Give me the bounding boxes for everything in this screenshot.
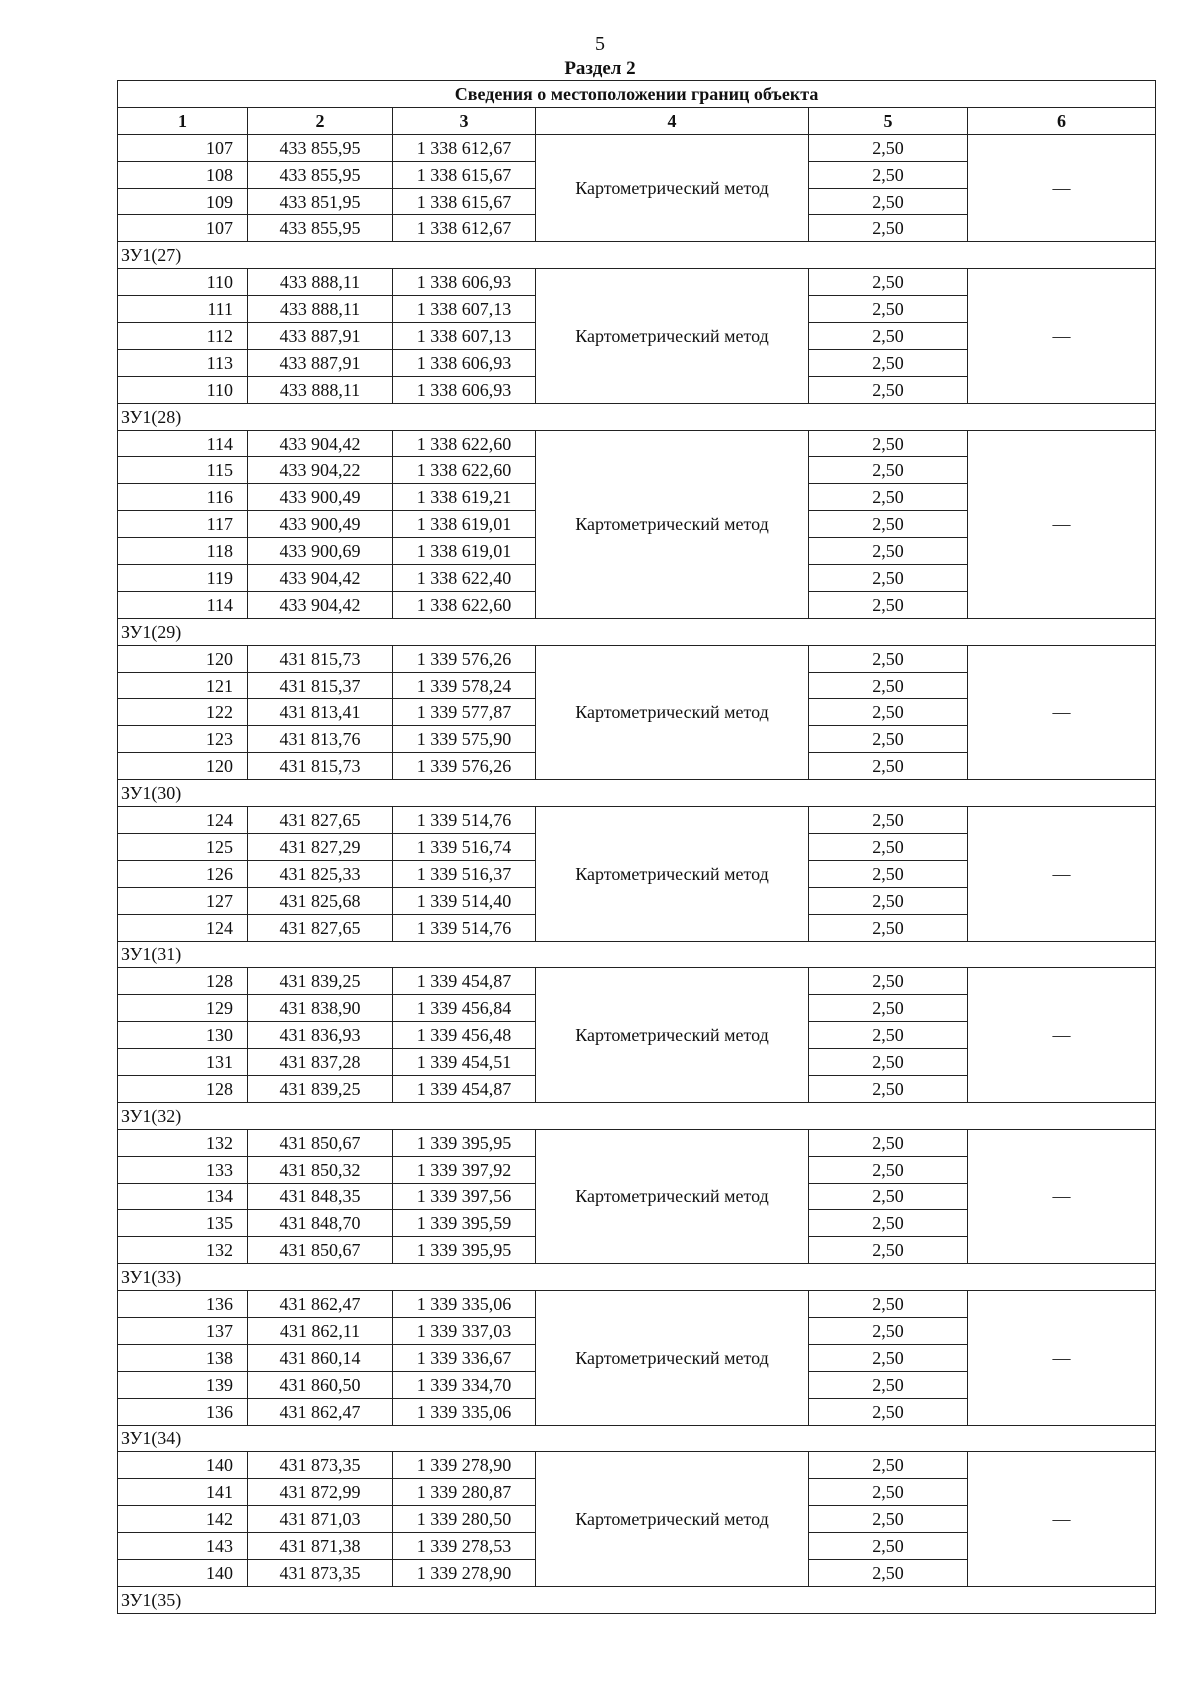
- coordinate-y: 1 339 576,26: [393, 753, 536, 780]
- coordinate-x: 431 837,28: [248, 1049, 393, 1076]
- point-number: 142: [118, 1506, 248, 1533]
- section-label: ЗУ1(30): [118, 780, 1156, 807]
- coordinate-y: 1 338 619,01: [393, 538, 536, 565]
- method-cell: Картометрический метод: [536, 1129, 809, 1263]
- point-number: 140: [118, 1559, 248, 1586]
- coordinate-y: 1 338 619,01: [393, 511, 536, 538]
- section-label: ЗУ1(34): [118, 1425, 1156, 1452]
- point-number: 117: [118, 511, 248, 538]
- coordinate-y: 1 338 622,40: [393, 565, 536, 592]
- column-number-6: 6: [968, 107, 1156, 134]
- point-number: 136: [118, 1291, 248, 1318]
- accuracy-value: 2,50: [809, 914, 968, 941]
- coordinate-x: 433 887,91: [248, 323, 393, 350]
- coordinate-y: 1 339 454,87: [393, 1075, 536, 1102]
- accuracy-value: 2,50: [809, 538, 968, 565]
- point-number: 122: [118, 699, 248, 726]
- point-number: 133: [118, 1156, 248, 1183]
- point-number: 126: [118, 860, 248, 887]
- coordinate-y: 1 338 606,93: [393, 349, 536, 376]
- coordinate-y: 1 339 335,06: [393, 1398, 536, 1425]
- accuracy-value: 2,50: [809, 1022, 968, 1049]
- coordinate-x: 431 848,35: [248, 1183, 393, 1210]
- point-number: 125: [118, 833, 248, 860]
- coordinate-y: 1 338 615,67: [393, 161, 536, 188]
- coordinate-y: 1 339 278,90: [393, 1452, 536, 1479]
- accuracy-value: 2,50: [809, 968, 968, 995]
- section-label: ЗУ1(27): [118, 242, 1156, 269]
- coordinate-x: 431 838,90: [248, 995, 393, 1022]
- accuracy-value: 2,50: [809, 1559, 968, 1586]
- point-number: 110: [118, 269, 248, 296]
- point-number: 124: [118, 807, 248, 834]
- accuracy-value: 2,50: [809, 484, 968, 511]
- point-number: 128: [118, 968, 248, 995]
- coordinate-y: 1 338 622,60: [393, 457, 536, 484]
- section-label: ЗУ1(28): [118, 403, 1156, 430]
- accuracy-value: 2,50: [809, 161, 968, 188]
- accuracy-value: 2,50: [809, 457, 968, 484]
- point-number: 109: [118, 188, 248, 215]
- section-label-row: [118, 1102, 1156, 1129]
- point-number: 110: [118, 376, 248, 403]
- accuracy-value: 2,50: [809, 753, 968, 780]
- boundary-table: [117, 80, 1156, 1614]
- accuracy-value: 2,50: [809, 1533, 968, 1560]
- section-label: ЗУ1(33): [118, 1264, 1156, 1291]
- column-number-2: 2: [248, 107, 393, 134]
- coordinate-x: 431 871,03: [248, 1506, 393, 1533]
- accuracy-value: 2,50: [809, 1049, 968, 1076]
- note-cell: —: [968, 807, 1156, 941]
- point-number: 123: [118, 726, 248, 753]
- coordinate-x: 431 850,67: [248, 1237, 393, 1264]
- coordinate-y: 1 338 622,60: [393, 430, 536, 457]
- section-label: ЗУ1(29): [118, 618, 1156, 645]
- point-number: 121: [118, 672, 248, 699]
- section-label-row: [118, 1586, 1156, 1613]
- coordinate-x: 433 851,95: [248, 188, 393, 215]
- point-number: 139: [118, 1371, 248, 1398]
- point-number: 128: [118, 1075, 248, 1102]
- coordinate-y: 1 338 607,13: [393, 323, 536, 350]
- table-row: [118, 1129, 1156, 1156]
- accuracy-value: 2,50: [809, 645, 968, 672]
- coordinate-x: 431 827,65: [248, 807, 393, 834]
- coordinate-y: 1 338 622,60: [393, 591, 536, 618]
- method-cell: Картометрический метод: [536, 430, 809, 618]
- point-number: 136: [118, 1398, 248, 1425]
- point-number: 118: [118, 538, 248, 565]
- method-cell: Картометрический метод: [536, 1452, 809, 1586]
- coordinate-y: 1 339 278,90: [393, 1559, 536, 1586]
- method-cell: Картометрический метод: [536, 645, 809, 779]
- coordinate-x: 433 900,69: [248, 538, 393, 565]
- note-cell: —: [968, 1129, 1156, 1263]
- coordinate-x: 431 813,41: [248, 699, 393, 726]
- point-number: 131: [118, 1049, 248, 1076]
- accuracy-value: 2,50: [809, 1317, 968, 1344]
- method-cell: Картометрический метод: [536, 807, 809, 941]
- method-cell: Картометрический метод: [536, 968, 809, 1102]
- accuracy-value: 2,50: [809, 376, 968, 403]
- coordinate-y: 1 339 334,70: [393, 1371, 536, 1398]
- accuracy-value: 2,50: [809, 565, 968, 592]
- coordinate-x: 431 862,47: [248, 1398, 393, 1425]
- coordinate-y: 1 338 612,67: [393, 134, 536, 161]
- table-row: [118, 1452, 1156, 1479]
- coordinate-x: 433 904,22: [248, 457, 393, 484]
- accuracy-value: 2,50: [809, 188, 968, 215]
- coordinate-y: 1 339 335,06: [393, 1291, 536, 1318]
- coordinate-x: 431 827,65: [248, 914, 393, 941]
- coordinate-x: 431 836,93: [248, 1022, 393, 1049]
- note-cell: —: [968, 1291, 1156, 1425]
- coordinate-x: 431 873,35: [248, 1452, 393, 1479]
- section-label-row: [118, 1425, 1156, 1452]
- coordinate-x: 431 850,32: [248, 1156, 393, 1183]
- coordinate-y: 1 339 397,92: [393, 1156, 536, 1183]
- table-row: [118, 269, 1156, 296]
- accuracy-value: 2,50: [809, 1210, 968, 1237]
- table-row: [118, 807, 1156, 834]
- note-cell: —: [968, 430, 1156, 618]
- coordinate-x: 431 862,11: [248, 1317, 393, 1344]
- point-number: 143: [118, 1533, 248, 1560]
- coordinate-y: 1 339 278,53: [393, 1533, 536, 1560]
- coordinate-x: 431 839,25: [248, 1075, 393, 1102]
- coordinate-x: 431 813,76: [248, 726, 393, 753]
- coordinate-x: 431 827,29: [248, 833, 393, 860]
- point-number: 137: [118, 1317, 248, 1344]
- coordinate-y: 1 339 337,03: [393, 1317, 536, 1344]
- coordinate-x: 431 860,50: [248, 1371, 393, 1398]
- column-number-4: 4: [536, 107, 809, 134]
- accuracy-value: 2,50: [809, 430, 968, 457]
- point-number: 107: [118, 134, 248, 161]
- coordinate-x: 433 855,95: [248, 215, 393, 242]
- coordinate-x: 431 862,47: [248, 1291, 393, 1318]
- coordinate-x: 433 855,95: [248, 134, 393, 161]
- section-label: ЗУ1(31): [118, 941, 1156, 968]
- point-number: 112: [118, 323, 248, 350]
- accuracy-value: 2,50: [809, 1506, 968, 1533]
- coordinate-x: 431 839,25: [248, 968, 393, 995]
- coordinate-x: 433 904,42: [248, 430, 393, 457]
- table-row: [118, 430, 1156, 457]
- point-number: 115: [118, 457, 248, 484]
- accuracy-value: 2,50: [809, 1156, 968, 1183]
- note-cell: —: [968, 269, 1156, 403]
- table-caption: Сведения о местоположении границ объекта: [118, 81, 1156, 108]
- method-cell: Картометрический метод: [536, 1291, 809, 1425]
- coordinate-x: 433 888,11: [248, 296, 393, 323]
- accuracy-value: 2,50: [809, 349, 968, 376]
- coordinate-y: 1 339 456,84: [393, 995, 536, 1022]
- point-number: 130: [118, 1022, 248, 1049]
- coordinate-x: 433 900,49: [248, 484, 393, 511]
- coordinate-x: 431 871,38: [248, 1533, 393, 1560]
- note-cell: —: [968, 1452, 1156, 1586]
- coordinate-x: 433 855,95: [248, 161, 393, 188]
- note-cell: —: [968, 645, 1156, 779]
- coordinate-y: 1 339 454,51: [393, 1049, 536, 1076]
- coordinate-y: 1 338 612,67: [393, 215, 536, 242]
- table-head: [118, 81, 1156, 135]
- column-number-row: [118, 107, 1156, 134]
- accuracy-value: 2,50: [809, 134, 968, 161]
- point-number: 120: [118, 645, 248, 672]
- coordinate-y: 1 339 578,24: [393, 672, 536, 699]
- method-cell: Картометрический метод: [536, 134, 809, 242]
- accuracy-value: 2,50: [809, 860, 968, 887]
- accuracy-value: 2,50: [809, 1371, 968, 1398]
- accuracy-value: 2,50: [809, 1183, 968, 1210]
- accuracy-value: 2,50: [809, 672, 968, 699]
- accuracy-value: 2,50: [809, 1291, 968, 1318]
- point-number: 114: [118, 591, 248, 618]
- accuracy-value: 2,50: [809, 887, 968, 914]
- accuracy-value: 2,50: [809, 269, 968, 296]
- section-label-row: [118, 1264, 1156, 1291]
- point-number: 113: [118, 349, 248, 376]
- point-number: 111: [118, 296, 248, 323]
- coordinate-y: 1 339 336,67: [393, 1344, 536, 1371]
- coordinate-y: 1 338 606,93: [393, 269, 536, 296]
- coordinate-x: 431 815,73: [248, 645, 393, 672]
- coordinate-x: 431 815,37: [248, 672, 393, 699]
- accuracy-value: 2,50: [809, 995, 968, 1022]
- section-label: ЗУ1(32): [118, 1102, 1156, 1129]
- accuracy-value: 2,50: [809, 726, 968, 753]
- note-cell: —: [968, 134, 1156, 242]
- point-number: 135: [118, 1210, 248, 1237]
- section-label-row: [118, 941, 1156, 968]
- coordinate-x: 431 872,99: [248, 1479, 393, 1506]
- point-number: 119: [118, 565, 248, 592]
- accuracy-value: 2,50: [809, 511, 968, 538]
- coordinate-x: 433 904,42: [248, 591, 393, 618]
- point-number: 107: [118, 215, 248, 242]
- accuracy-value: 2,50: [809, 296, 968, 323]
- point-number: 140: [118, 1452, 248, 1479]
- accuracy-value: 2,50: [809, 1237, 968, 1264]
- method-cell: Картометрический метод: [536, 269, 809, 403]
- coordinate-y: 1 339 576,26: [393, 645, 536, 672]
- point-number: 132: [118, 1237, 248, 1264]
- coordinate-y: 1 339 397,56: [393, 1183, 536, 1210]
- coordinate-x: 431 873,35: [248, 1559, 393, 1586]
- point-number: 132: [118, 1129, 248, 1156]
- accuracy-value: 2,50: [809, 833, 968, 860]
- accuracy-value: 2,50: [809, 1398, 968, 1425]
- accuracy-value: 2,50: [809, 1129, 968, 1156]
- caption-row: [118, 81, 1156, 108]
- coordinate-x: 433 887,91: [248, 349, 393, 376]
- section-label: ЗУ1(35): [118, 1586, 1156, 1613]
- point-number: 120: [118, 753, 248, 780]
- coordinate-y: 1 339 456,48: [393, 1022, 536, 1049]
- page-number: 5: [595, 33, 605, 55]
- point-number: 116: [118, 484, 248, 511]
- coordinate-y: 1 339 395,59: [393, 1210, 536, 1237]
- section-label-row: [118, 403, 1156, 430]
- coordinate-x: 431 860,14: [248, 1344, 393, 1371]
- table-row: [118, 134, 1156, 161]
- accuracy-value: 2,50: [809, 807, 968, 834]
- column-number-1: 1: [118, 107, 248, 134]
- column-number-3: 3: [393, 107, 536, 134]
- coordinate-x: 431 825,68: [248, 887, 393, 914]
- coordinate-y: 1 339 514,76: [393, 914, 536, 941]
- point-number: 124: [118, 914, 248, 941]
- accuracy-value: 2,50: [809, 591, 968, 618]
- coordinate-y: 1 339 454,87: [393, 968, 536, 995]
- column-number-5: 5: [809, 107, 968, 134]
- point-number: 127: [118, 887, 248, 914]
- coordinate-x: 433 900,49: [248, 511, 393, 538]
- point-number: 141: [118, 1479, 248, 1506]
- coordinate-y: 1 339 514,40: [393, 887, 536, 914]
- coordinate-y: 1 339 514,76: [393, 807, 536, 834]
- coordinate-y: 1 339 280,50: [393, 1506, 536, 1533]
- coordinate-x: 431 825,33: [248, 860, 393, 887]
- accuracy-value: 2,50: [809, 699, 968, 726]
- coordinate-y: 1 339 575,90: [393, 726, 536, 753]
- coordinate-y: 1 338 607,13: [393, 296, 536, 323]
- coordinate-x: 433 904,42: [248, 565, 393, 592]
- section-title: Раздел 2: [564, 58, 636, 79]
- coordinate-y: 1 338 619,21: [393, 484, 536, 511]
- coordinate-y: 1 339 577,87: [393, 699, 536, 726]
- accuracy-value: 2,50: [809, 1075, 968, 1102]
- accuracy-value: 2,50: [809, 1344, 968, 1371]
- point-number: 129: [118, 995, 248, 1022]
- coordinate-x: 433 888,11: [248, 376, 393, 403]
- section-label-row: [118, 242, 1156, 269]
- coordinate-y: 1 338 615,67: [393, 188, 536, 215]
- coordinate-x: 431 815,73: [248, 753, 393, 780]
- coordinate-y: 1 339 395,95: [393, 1129, 536, 1156]
- point-number: 138: [118, 1344, 248, 1371]
- accuracy-value: 2,50: [809, 215, 968, 242]
- section-label-row: [118, 780, 1156, 807]
- coordinate-y: 1 339 516,37: [393, 860, 536, 887]
- coordinate-x: 433 888,11: [248, 269, 393, 296]
- point-number: 108: [118, 161, 248, 188]
- table-row: [118, 1291, 1156, 1318]
- coordinate-x: 431 850,67: [248, 1129, 393, 1156]
- table-body: [118, 134, 1156, 1613]
- coordinate-y: 1 338 606,93: [393, 376, 536, 403]
- point-number: 134: [118, 1183, 248, 1210]
- note-cell: —: [968, 968, 1156, 1102]
- accuracy-value: 2,50: [809, 1479, 968, 1506]
- point-number: 114: [118, 430, 248, 457]
- coordinate-y: 1 339 395,95: [393, 1237, 536, 1264]
- coordinate-y: 1 339 280,87: [393, 1479, 536, 1506]
- table-row: [118, 968, 1156, 995]
- accuracy-value: 2,50: [809, 323, 968, 350]
- coordinate-y: 1 339 516,74: [393, 833, 536, 860]
- section-label-row: [118, 618, 1156, 645]
- table-row: [118, 645, 1156, 672]
- coordinate-x: 431 848,70: [248, 1210, 393, 1237]
- accuracy-value: 2,50: [809, 1452, 968, 1479]
